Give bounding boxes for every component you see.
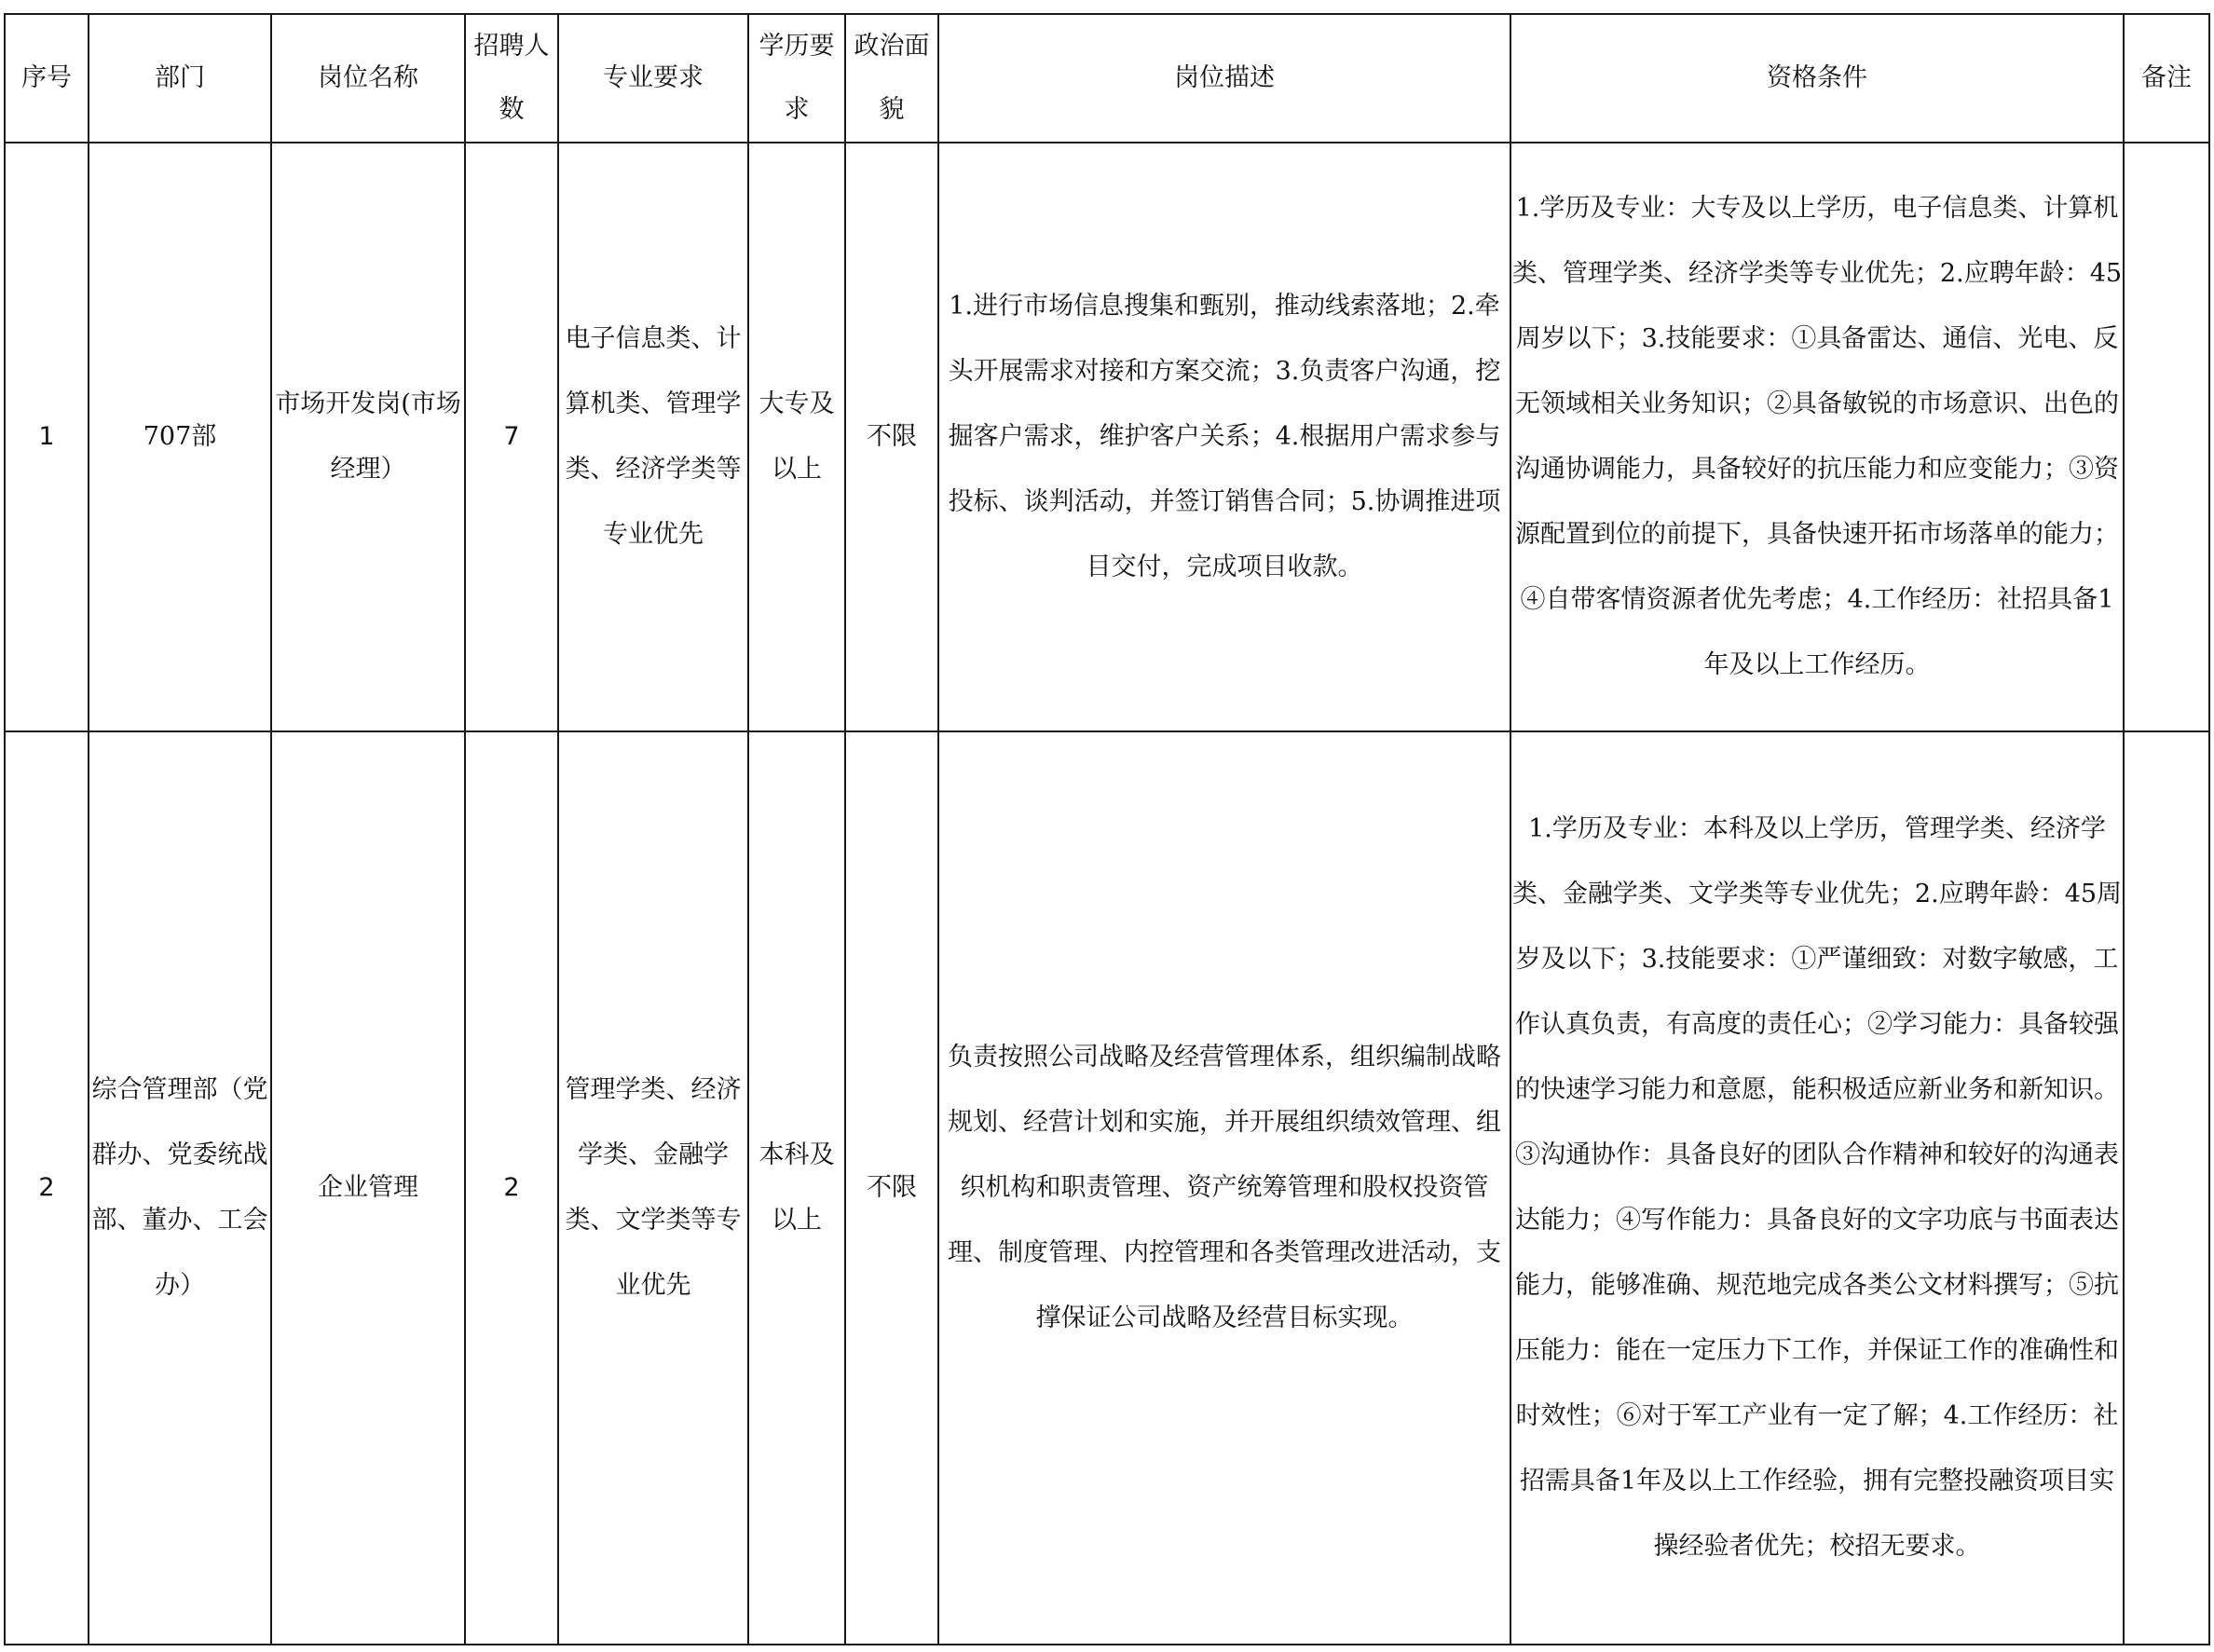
cell-index: 2 xyxy=(5,731,89,1645)
header-index: 序号 xyxy=(5,14,89,143)
recruitment-table xyxy=(4,13,2210,1645)
cell-description: 负责按照公司战略及经营管理体系，组织编制战略规划、经营计划和实施，并开展组织绩效管理、组织机构和职责管理、资产统筹管理和股权投资管理、制度管理、内控管理和各类管理改进活动，支撑保证公司战略及经营目标实现。 xyxy=(938,731,1510,1645)
cell-political: 不限 xyxy=(845,143,938,731)
cell-education: 本科及以上 xyxy=(748,731,845,1645)
cell-department: 707部 xyxy=(89,143,271,731)
cell-remarks xyxy=(2124,143,2209,731)
header-description: 岗位描述 xyxy=(938,14,1510,143)
cell-position: 市场开发岗(市场经理） xyxy=(271,143,465,731)
cell-major: 管理学类、经济学类、金融学类、文学类等专业优先 xyxy=(558,731,748,1645)
header-major: 专业要求 xyxy=(558,14,748,143)
header-education: 学历要求 xyxy=(748,14,845,143)
cell-major: 电子信息类、计算机类、管理学类、经济学类等专业优先 xyxy=(558,143,748,731)
cell-education: 大专及以上 xyxy=(748,143,845,731)
header-political: 政治面貌 xyxy=(845,14,938,143)
cell-position: 企业管理 xyxy=(271,731,465,1645)
header-row xyxy=(5,14,2209,143)
cell-headcount: 7 xyxy=(465,143,558,731)
header-department: 部门 xyxy=(89,14,271,143)
cell-description: 1.进行市场信息搜集和甄别，推动线索落地；2.牵头开展需求对接和方案交流；3.负责客户沟通，挖掘客户需求，维护客户关系；4.根据用户需求参与投标、谈判活动，并签订销售合同；5.协调推进项目交付，完成项目收款。 xyxy=(938,143,1510,731)
cell-qualifications: 1.学历及专业：本科及以上学历，管理学类、经济学类、金融学类、文学类等专业优先；2.应聘年龄：45周岁及以下；3.技能要求：①严谨细致：对数字敏感，工作认真负责，有高度的责任心；②学习能力：具备较强的快速学习能力和意愿，能积极适应新业务和新知识。③沟通协作：具备良好的团队合作精神和较好的沟通表达能力；④写作能力：具备良好的文字功底与书面表达能力，能够准确、规范地完成各类公文材料撰写；⑤抗压能力：能在一定压力下工作，并保证工作的准确性和时效性；⑥对于军工产业有一定了解；4.工作经历：社招需具备1年及以上工作经验，拥有完整投融资项目实操经验者优先；校招无要求。 xyxy=(1510,731,2124,1645)
header-headcount: 招聘人数 xyxy=(465,14,558,143)
header-position: 岗位名称 xyxy=(271,14,465,143)
cell-remarks xyxy=(2124,731,2209,1645)
table-row xyxy=(5,731,2209,1645)
cell-index: 1 xyxy=(5,143,89,731)
cell-political: 不限 xyxy=(845,731,938,1645)
header-remarks: 备注 xyxy=(2124,14,2209,143)
header-qualifications: 资格条件 xyxy=(1510,14,2124,143)
cell-qualifications: 1.学历及专业：大专及以上学历，电子信息类、计算机类、管理学类、经济学类等专业优先；2.应聘年龄：45周岁以下；3.技能要求：①具备雷达、通信、光电、反无领域相关业务知识；②具备敏锐的市场意识、出色的沟通协调能力，具备较好的抗压能力和应变能力；③资源配置到位的前提下，具备快速开拓市场落单的能力；④自带客情资源者优先考虑；4.工作经历：社招具备1年及以上工作经历。 xyxy=(1510,143,2124,731)
cell-headcount: 2 xyxy=(465,731,558,1645)
cell-department: 综合管理部（党群办、党委统战部、董办、工会办） xyxy=(89,731,271,1645)
table-row xyxy=(5,143,2209,731)
